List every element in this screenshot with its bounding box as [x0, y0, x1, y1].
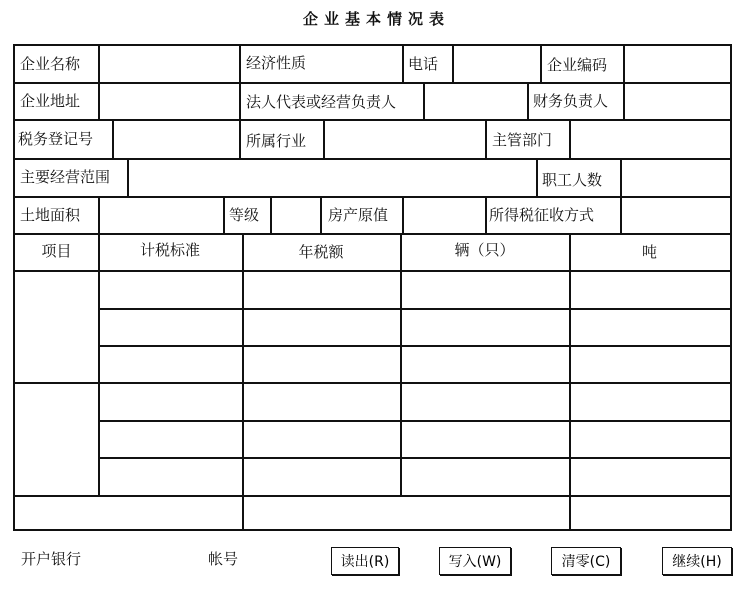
row-divider [15, 233, 730, 235]
label-industry: 所属行业 [246, 132, 307, 150]
row-divider [15, 382, 730, 384]
company-info-form [13, 44, 732, 531]
company-name-field[interactable] [100, 48, 237, 80]
header-tonnage: 吨 [641, 243, 657, 261]
label-legal-rep: 法人代表或经营负责人 [246, 93, 397, 111]
income-tax-method-field[interactable] [622, 198, 728, 231]
clear-button[interactable]: 清零(C) [551, 547, 621, 575]
col-divider [536, 158, 538, 196]
header-tax-standard: 计税标准 [139, 241, 200, 259]
industry-field[interactable] [325, 121, 483, 156]
col-divider [239, 119, 241, 158]
label-income-tax-method: 所得税征收方式 [489, 206, 595, 224]
label-economic-nature: 经济性质 [246, 54, 307, 72]
header-item: 项目 [41, 242, 72, 260]
bank-label: 开户银行 [21, 550, 82, 568]
col-divider [239, 82, 241, 119]
col-divider [569, 233, 571, 531]
col-divider [242, 233, 244, 531]
row-divider [15, 270, 730, 272]
col-divider [98, 233, 100, 495]
form-title: 企业基本情况表 [302, 10, 450, 28]
label-phone: 电话 [408, 55, 439, 73]
phone-field[interactable] [454, 48, 538, 80]
grade-field[interactable] [272, 198, 318, 231]
label-supervisor-dept: 主管部门 [492, 131, 553, 149]
col-divider [239, 46, 241, 82]
tax-reg-no-field[interactable] [114, 121, 237, 156]
label-finance-head: 财务负责人 [533, 92, 609, 110]
col-divider [540, 46, 542, 82]
col-divider [485, 119, 487, 158]
property-value-field[interactable] [404, 198, 483, 231]
label-staff-count: 职工人数 [542, 171, 603, 189]
row-divider [98, 308, 730, 310]
label-grade: 等级 [229, 206, 260, 224]
legal-rep-field[interactable] [425, 84, 525, 117]
label-company-code: 企业编码 [547, 56, 608, 74]
finance-head-field[interactable] [625, 84, 728, 117]
col-divider [485, 196, 487, 233]
col-divider [223, 196, 225, 233]
col-divider [402, 46, 404, 82]
business-scope-field[interactable] [129, 160, 534, 194]
write-button[interactable]: 写入(W) [439, 547, 511, 575]
row-divider [98, 420, 730, 422]
company-code-field[interactable] [625, 48, 728, 80]
read-button[interactable]: 读出(R) [331, 547, 399, 575]
supervisor-dept-field[interactable] [571, 121, 728, 156]
header-vehicles: 辆（只） [454, 241, 515, 259]
label-land-area: 土地面积 [20, 206, 81, 224]
label-property-value: 房产原值 [328, 206, 389, 224]
label-tax-reg-no: 税务登记号 [18, 130, 94, 148]
row-divider [98, 457, 730, 459]
header-annual-tax: 年税额 [298, 243, 344, 261]
row-divider [15, 495, 730, 497]
company-address-field[interactable] [100, 84, 237, 117]
account-label: 帐号 [208, 550, 239, 568]
col-divider [527, 82, 529, 119]
col-divider [320, 196, 322, 233]
row-divider [98, 345, 730, 347]
continue-button[interactable]: 继续(H) [662, 547, 732, 575]
label-company-address: 企业地址 [20, 92, 81, 110]
staff-count-field[interactable] [622, 160, 728, 194]
label-business-scope: 主要经营范围 [20, 168, 111, 186]
land-area-field[interactable] [100, 198, 221, 231]
label-company-name: 企业名称 [20, 55, 81, 73]
col-divider [400, 233, 402, 495]
